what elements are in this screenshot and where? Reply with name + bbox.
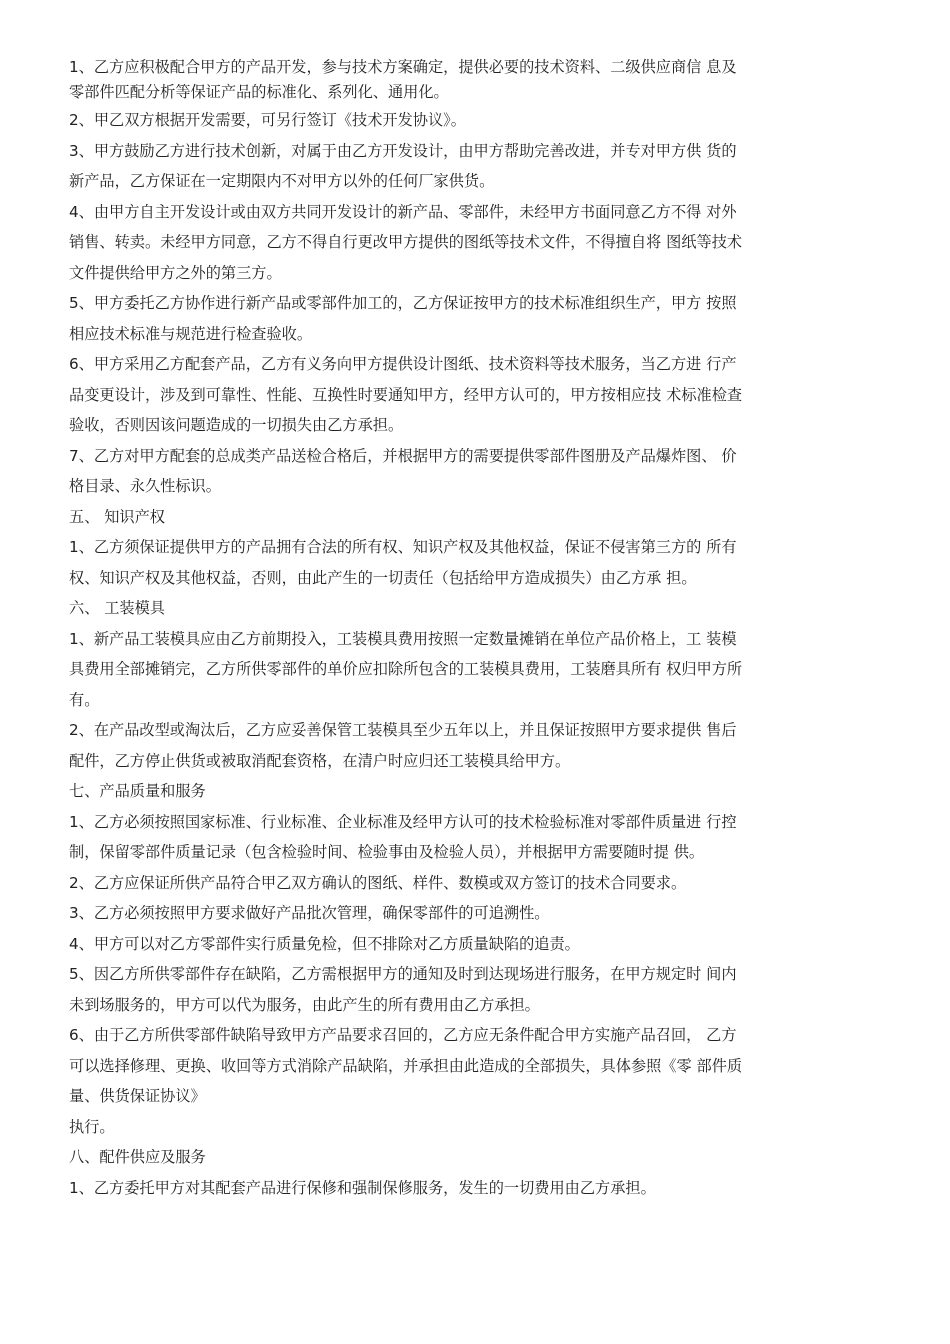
text-line: 1、乙方应积极配合甲方的产品开发，参与技术方案确定，提供必要的技术资料、二级供应商信 息及 xyxy=(69,58,737,76)
text-line: 6、甲方采用乙方配套产品，乙方有义务向甲方提供设计图纸、技术资料等技术服务，当乙方进 行产 xyxy=(69,355,737,373)
text-line: 相应技术标准与规范进行检查验收。 xyxy=(69,324,312,343)
text-line: 零部件匹配分析等保证产品的标准化、系列化、通用化。 xyxy=(69,83,449,101)
text-line: 6、由于乙方所供零部件缺陷导致甲方产品要求召回的，乙方应无条件配合甲方实施产品召回， 乙方 xyxy=(69,1026,737,1044)
text-line: 7、乙方对甲方配套的总成类产品送检合格后，并根据甲方的需要提供零部件图册及产品爆炸图、 价 xyxy=(69,446,737,465)
text-line: 销售、转卖。未经甲方同意，乙方不得自行更改甲方提供的图纸等技术文件，不得擅自将 图纸等技术 xyxy=(69,233,743,251)
section-heading: 七、产品质量和服务 xyxy=(69,782,206,800)
text-line: 未到场服务的，甲方可以代为服务，由此产生的所有费用由乙方承担。 xyxy=(69,995,540,1014)
text-line: 新产品，乙方保证在一定期限内不对甲方以外的任何厂家供货。 xyxy=(69,172,495,190)
text-line: 量、供货保证协议》 xyxy=(69,1087,206,1105)
text-line: 格目录、永久性标识。 xyxy=(69,477,221,495)
text-line: 5、甲方委托乙方协作进行新产品或零部件加工的，乙方保证按甲方的技术标准组织生产，甲方 按照 xyxy=(69,294,737,312)
text-line: 4、由甲方自主开发设计或由双方共同开发设计的新产品、零部件，未经甲方书面同意乙方不得 对外 xyxy=(69,202,737,221)
text-line: 执行。 xyxy=(69,1117,115,1136)
text-line: 文件提供给甲方之外的第三方。 xyxy=(69,263,282,282)
text-line: 验收，否则因该问题造成的一切损失由乙方承担。 xyxy=(69,416,404,434)
text-line: 具费用全部摊销完，乙方所供零部件的单价应扣除所包含的工装模具费用，工装磨具所有 权归甲方所 xyxy=(69,660,743,678)
text-line: 2、乙方应保证所供产品符合甲乙双方确认的图纸、样件、数模或双方签订的技术合同要求。 xyxy=(69,873,687,892)
text-line: 制，保留零部件质量记录（包含检验时间、检验事由及检验人员），并根据甲方需要随时提 供。 xyxy=(69,843,705,861)
text-line: 3、乙方必须按照甲方要求做好产品批次管理，确保零部件的可追溯性。 xyxy=(69,904,550,922)
text-line: 权、知识产权及其他权益，否则，由此产生的一切责任（包括给甲方造成损失）由乙方承 担。 xyxy=(69,568,697,587)
text-line: 3、甲方鼓励乙方进行技术创新，对属于由乙方开发设计，由甲方帮助完善改进，并专对甲方供 货的 xyxy=(69,141,737,160)
text-line: 品变更设计，涉及到可靠性、性能、互换性时要通知甲方，经甲方认可的，甲方按相应技 术标准检查 xyxy=(69,385,743,404)
section-heading: 六、 工装模具 xyxy=(69,599,165,617)
text-line: 1、新产品工装模具应由乙方前期投入，工装模具费用按照一定数量摊销在单位产品价格上，工 装模 xyxy=(69,629,737,648)
text-line: 1、乙方必须按照国家标准、行业标准、企业标准及经甲方认可的技术检验标准对零部件质量进 行控 xyxy=(69,812,737,831)
document-body xyxy=(69,55,882,1203)
text-line: 配件，乙方停止供货或被取消配套资格，在清户时应归还工装模具给甲方。 xyxy=(69,751,571,770)
text-line: 5、因乙方所供零部件存在缺陷，乙方需根据甲方的通知及时到达现场进行服务，在甲方规定时 间内 xyxy=(69,965,737,983)
text-line: 有。 xyxy=(69,690,100,709)
text-line: 4、甲方可以对乙方零部件实行质量免检，但不排除对乙方质量缺陷的追责。 xyxy=(69,934,580,953)
section-heading: 五、 知识产权 xyxy=(69,507,165,526)
text-line: 1、乙方须保证提供甲方的产品拥有合法的所有权、知识产权及其他权益，保证不侵害第三方的 所有 xyxy=(69,538,737,556)
section-heading: 八、配件供应及服务 xyxy=(69,1148,206,1166)
text-line: 2、甲乙双方根据开发需要，可另行签订《技术开发协议》。 xyxy=(69,111,466,129)
text-line: 1、乙方委托甲方对其配套产品进行保修和强制保修服务，发生的一切费用由乙方承担。 xyxy=(69,1178,656,1197)
text-line: 2、在产品改型或淘汰后，乙方应妥善保管工装模具至少五年以上，并且保证按照甲方要求提供 售后 xyxy=(69,721,737,739)
text-line: 可以选择修理、更换、收回等方式消除产品缺陷，并承担由此造成的全部损失，具体参照《零 部件质 xyxy=(69,1056,743,1075)
